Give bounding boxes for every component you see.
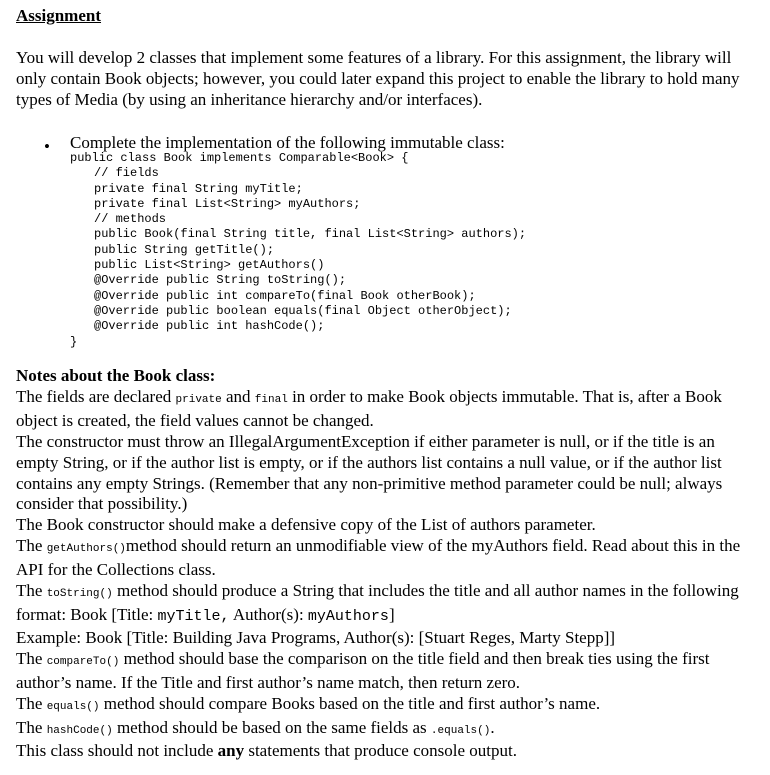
note-tostring — [16, 581, 758, 628]
code-line: // fields — [94, 166, 159, 181]
note-text: method should base the comparison on the title field and then break ties using the first author’s name. If the Title and first author’s name match, then return zero. — [16, 648, 710, 692]
code-line: private final String myTitle; — [94, 181, 303, 196]
code-line: public List<String> getAuthors() — [94, 258, 325, 273]
inline-code: getAuthors() — [46, 543, 126, 556]
code-line: public class Book implements Comparable<Book> { — [70, 151, 409, 165]
notes-section — [16, 366, 758, 762]
note-hashcode — [16, 718, 758, 742]
note-text: The — [16, 536, 47, 556]
inline-code: compareTo() — [46, 655, 120, 668]
note-example: Example: Book [Title: Building Java Programs, Author(s): [Stuart Reges, Marty Stepp]] — [16, 627, 616, 647]
code-line: public String getTitle(); — [94, 242, 275, 257]
note-text: method should return an unmodifiable view of the myAuthors field. Read about this in the API for the Collections class. — [16, 536, 741, 580]
inline-code: private — [175, 393, 222, 406]
note-getauthors — [16, 536, 758, 581]
code-line: @Override public boolean equals(final Object otherObject); — [94, 303, 512, 318]
note-text: The — [16, 693, 47, 713]
note-text: and — [221, 386, 255, 406]
note-text: method should be based on the same fields as — [112, 717, 431, 737]
note-constructor: The constructor must throw an IllegalArgumentException if either parameter is null, or if the title is an empty String, or if the author list is empty, or if the authors list contains a null value, or if the author list contains any empty Strings. (Remember that any non-primitive method parameter could be null; always consider that possibility.) — [16, 431, 723, 514]
note-text: method should produce a String that includes the title and all author names in the following format: Book [Title: — [16, 581, 739, 624]
code-line: @Override public int compareTo(final Book otherBook); — [94, 288, 476, 303]
note-text: The fields are declared — [16, 386, 176, 406]
bullet-marker: • — [44, 137, 50, 156]
inline-code: final — [254, 393, 288, 406]
bullet-text: Complete the implementation of the following immutable class: — [70, 133, 505, 152]
notes-title: Notes about the Book class: — [16, 366, 216, 385]
note-text: . — [490, 717, 495, 737]
note-text: The — [16, 648, 47, 668]
note-text: The — [16, 581, 47, 601]
code-line: @Override public String toString(); — [94, 273, 347, 288]
emphasis: any — [217, 741, 245, 761]
inline-code: toString() — [46, 588, 113, 601]
code-line: } — [70, 334, 78, 349]
inline-code: .equals() — [430, 724, 491, 737]
code-block — [70, 151, 526, 350]
note-text: in order to make Book objects immutable. That is, after a Book object is created, the field values cannot be changed. — [16, 386, 722, 430]
assignment-heading: Assignment — [16, 6, 102, 25]
note-text: ] — [388, 604, 395, 624]
note-compareto — [16, 649, 758, 694]
note-equals — [16, 694, 758, 718]
intro-paragraph: You will develop 2 classes that implement some features of a library. For this assignment, the library will only contain Book objects; however, you could later expand this project to enable the library to hold many types of Media (by using an inheritance hierarchy and/or interfaces). — [16, 48, 740, 109]
inline-code: myAuthors — [307, 607, 389, 625]
note-text: Author(s): — [229, 604, 308, 624]
note-text: The — [16, 717, 47, 737]
inline-code: myTitle, — [157, 607, 230, 625]
inline-code: hashCode() — [46, 724, 113, 737]
code-line: // methods — [94, 212, 167, 227]
note-text: statements that produce console output. — [244, 741, 517, 761]
code-line: @Override public int hashCode(); — [94, 319, 325, 334]
inline-code: equals() — [46, 700, 100, 713]
note-text: method should compare Books based on the title and first author’s name. — [99, 693, 601, 713]
code-line: private final List<String> myAuthors; — [94, 196, 361, 211]
note-fields — [16, 387, 758, 432]
note-text: This class should not include — [16, 741, 218, 761]
code-line: public Book(final String title, final List<String> authors); — [94, 227, 527, 242]
note-defensive-copy: The Book constructor should make a defensive copy of the List of authors parameter. — [16, 515, 596, 535]
note-console-output — [16, 741, 758, 762]
